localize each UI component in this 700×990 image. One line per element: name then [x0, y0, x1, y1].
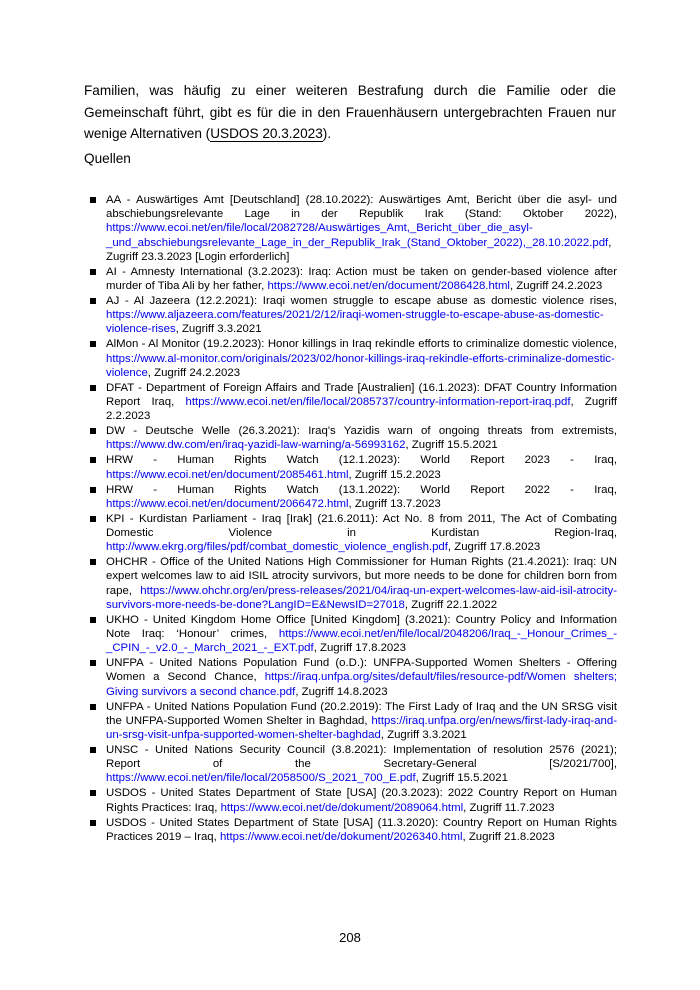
- source-item: [90, 265, 617, 293]
- source-link[interactable]: https://www.aljazeera.com/features/2021/2/12/iraqi-women-struggle-to-escape-abuse-as-domestic-violence-rises: [106, 309, 604, 336]
- source-link[interactable]: https://www.ecoi.net/en/document/2086428.html: [267, 280, 510, 293]
- bullet-icon: [90, 617, 96, 623]
- source-text: UNFPA - United Nations Population Fund (o.D.): UNFPA-Supported Women Shelters - Offering Women a Second Chance,: [106, 657, 617, 684]
- bullet-icon: [90, 790, 96, 796]
- source-access: , Zugriff 15.5.2021: [405, 439, 498, 452]
- source-text: AlMon - Al Monitor (19.2.2023): Honor killings in Iraq rekindle efforts to criminalize domestic violence,: [106, 338, 617, 351]
- source-text: DW - Deutsche Welle (26.3.2021): Iraq's Yazidis warn of ongoing threats from extremists,: [106, 425, 617, 438]
- source-text: HRW - Human Rights Watch (12.1.2023): World Report 2023 - Iraq,: [106, 454, 617, 467]
- source-access: , Zugriff 3.3.2021: [380, 729, 467, 742]
- bullet-icon: [90, 747, 96, 753]
- source-access: , Zugriff 13.7.2023: [348, 497, 441, 510]
- bullet-icon: [90, 820, 96, 826]
- source-text: KPI - Kurdistan Parliament - Iraq [Irak] (21.6.2011): Act No. 8 from 2011, The Act of Combating Domestic Violence in Kurdistan Region-Iraq,: [106, 512, 617, 540]
- source-item: [90, 555, 617, 612]
- source-text: DFAT - Department of Foreign Affairs and Trade [Australien] (16.1.2023): DFAT Country Information Report Iraq,: [106, 381, 617, 409]
- source-item: [90, 424, 617, 452]
- bullet-icon: [90, 487, 96, 493]
- bullet-icon: [90, 660, 96, 666]
- source-text: UNFPA - United Nations Population Fund (20.2.2019): The First Lady of Iraq and the UN SRSG visit the UNFPA-Supported Women Shelter in Baghdad,: [106, 700, 617, 727]
- source-access: , Zugriff 24.2.2023: [147, 366, 241, 379]
- source-access: , Zugriff 22.1.2022: [404, 598, 498, 611]
- source-item: [90, 743, 617, 786]
- source-link[interactable]: https://www.ecoi.net/en/file/local/2082728/Auswärtiges_Amt,_Bericht_über_die_asyl-_und_abschiebungsrelevante_Lage_in_der_Republik_Irak_(Stand_Oktober_2022),_28.10.2022.pdf: [106, 222, 609, 249]
- source-access: , Zugriff 17.8.2023: [447, 541, 541, 554]
- source-text: USDOS - United States Department of State [USA] (20.3.2023): 2022 Country Report on Human Rights Practices: Iraq,: [106, 787, 617, 814]
- source-text: UKHO - United Kingdom Home Office [United Kingdom] (3.2021): Country Policy and Information Note Iraq: ‘Honour’ crimes,: [106, 613, 617, 641]
- source-link[interactable]: http://www.ekrg.org/files/pdf/combat_domestic_violence_english.pdf: [106, 541, 448, 554]
- source-access: , Zugriff 24.2.2023: [509, 280, 603, 293]
- bullet-icon: [90, 269, 96, 275]
- source-text: OHCHR - Office of the United Nations High Commissioner for Human Rights (21.4.2021): Iraq: UN expert welcomes law to aid ISIL atrocity survivors, but more needs to be done for children born from rape,: [106, 556, 617, 597]
- source-access: , Zugriff 3.3.2021: [175, 323, 262, 336]
- bullet-icon: [90, 385, 96, 391]
- source-link[interactable]: https://iraq.unfpa.org/sites/default/files/resource-pdf/Women shelters; Giving survivors a second chance.pdf: [106, 671, 617, 698]
- source-item: [90, 512, 617, 555]
- source-item: [90, 656, 617, 699]
- source-text: USDOS - United States Department of State [USA] (11.3.2020): Country Report on Human Rights Practices 2019 – Iraq,: [106, 816, 617, 843]
- source-text: HRW - Human Rights Watch (13.1.2022): World Report 2022 - Iraq,: [106, 483, 617, 496]
- page-number: 208: [339, 930, 361, 945]
- source-link[interactable]: https://www.ecoi.net/en/file/local/2058500/S_2021_700_E.pdf: [106, 772, 416, 785]
- source-item: [90, 381, 617, 424]
- source-link[interactable]: https://www.dw.com/en/iraq-yazidi-law-warning/a-56993162: [106, 439, 406, 452]
- bullet-icon: [90, 341, 96, 347]
- source-item: [90, 337, 617, 380]
- source-access: , Zugriff 2.2.2023: [106, 396, 617, 423]
- source-text: AA - Auswärtiges Amt [Deutschland] (28.10.2022): Auswärtiges Amt, Bericht über die asyl- und abschiebungsrelevante Lage in der Republik Irak (Stand: Oktober 2022),: [106, 194, 617, 221]
- source-access: , Zugriff 21.8.2023: [462, 830, 555, 843]
- source-item: [90, 786, 617, 814]
- source-link[interactable]: https://www.ohchr.org/en/press-releases/2021/04/iraq-un-expert-welcomes-law-aid-isil-atrocity-survivors-more-needs-be-done?LangID=E&NewsID=27018: [106, 584, 617, 611]
- source-access: , Zugriff 17.8.2023: [313, 642, 406, 655]
- source-item: [90, 613, 617, 656]
- source-link[interactable]: https://www.al-monitor.com/originals/2023/02/honor-killings-iraq-rekindle-efforts-criminalize-domestic-violence: [106, 352, 615, 379]
- source-link[interactable]: https://iraq.unfpa.org/en/news/first-lady-iraq-and-un-srsg-visit-unfpa-supported-women-shelter-baghdad: [106, 714, 617, 742]
- source-item: [90, 453, 617, 481]
- source-item: [90, 816, 617, 844]
- intro-paragraph: [84, 80, 616, 145]
- source-access: , Zugriff 23.3.2023 [Login erforderlich]: [106, 236, 612, 263]
- source-link[interactable]: https://www.ecoi.net/de/dokument/2089064.html: [220, 801, 464, 814]
- bullet-icon: [90, 428, 96, 434]
- intro-text: Familien, was häufig zu einer weiteren Bestrafung durch die Familie oder die Gemeinschaft führt, gibt es für die in den Frauenhäusern untergebrachten Frauen nur wenige Alternativen (: [84, 83, 616, 142]
- bullet-icon: [90, 516, 96, 522]
- source-item: [90, 294, 617, 337]
- source-access: , Zugriff 14.8.2023: [295, 685, 388, 698]
- source-text: AJ - Al Jazeera (12.2.2021): Iraqi women struggle to escape abuse as domestic violence rises,: [106, 295, 617, 308]
- source-access: , Zugriff 11.7.2023: [463, 801, 555, 814]
- bullet-icon: [90, 704, 96, 710]
- source-access: , Zugriff 15.5.2021: [415, 772, 508, 785]
- source-access: , Zugriff 15.2.2023: [348, 468, 441, 481]
- source-item: [90, 193, 617, 264]
- source-link[interactable]: https://www.ecoi.net/en/document/2066472.html: [106, 497, 349, 510]
- sources-heading: Quellen: [84, 151, 131, 166]
- sources-list: [90, 193, 617, 845]
- source-link[interactable]: https://www.ecoi.net/en/document/2085461.html: [106, 468, 349, 481]
- source-item: [90, 700, 617, 743]
- intro-closing: ).: [322, 126, 332, 142]
- bullet-icon: [90, 457, 96, 463]
- source-link[interactable]: https://www.ecoi.net/en/file/local/2085737/country-information-report-iraq.pdf: [185, 396, 571, 409]
- source-link[interactable]: https://www.ecoi.net/en/file/local/2048206/Iraq_-_Honour_Crimes_-_CPIN_-_v2.0_-_March_2021_-_EXT.pdf: [106, 628, 617, 655]
- source-text: UNSC - United Nations Security Council (3.8.2021): Implementation of resolution 2576 (2021); Report of the Secretary-General [S/2021/700],: [106, 744, 617, 771]
- source-link[interactable]: https://www.ecoi.net/de/dokument/2026340.html: [219, 830, 463, 843]
- bullet-icon: [90, 298, 96, 304]
- source-text: AI - Amnesty International (3.2.2023): Iraq: Action must be taken on gender-based violence after murder of Tiba Ali by her father,: [106, 265, 617, 293]
- citation-link[interactable]: USDOS 20.3.2023: [210, 126, 323, 142]
- source-item: [90, 483, 617, 511]
- bullet-icon: [90, 197, 96, 203]
- bullet-icon: [90, 559, 96, 565]
